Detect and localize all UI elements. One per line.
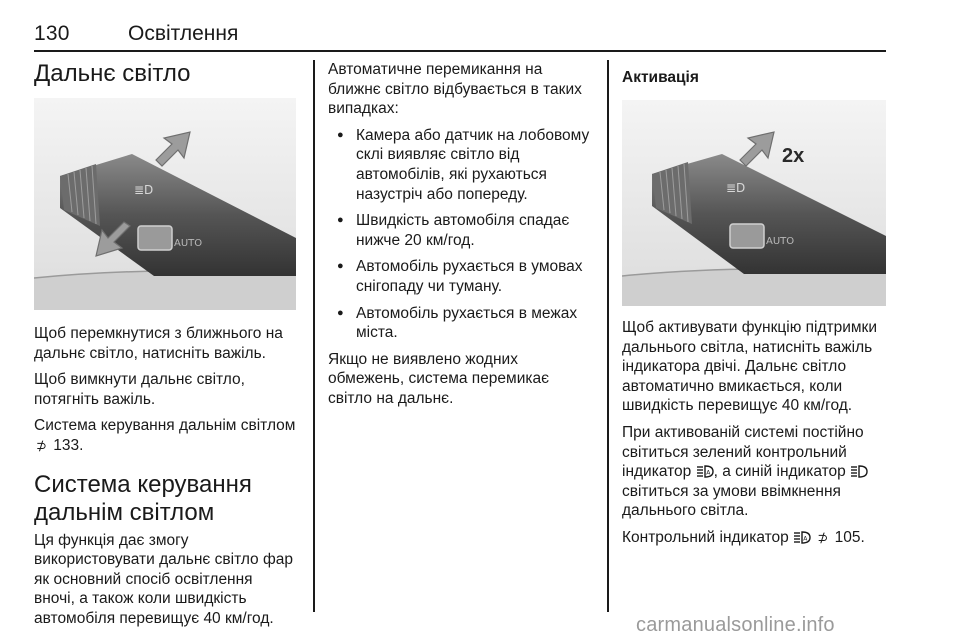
indicator-text-b: , а синій індикатор xyxy=(713,463,846,481)
ref-page[interactable]: 105. xyxy=(834,528,865,546)
condition-list xyxy=(328,126,594,343)
paragraph-activation: Щоб активувати функцію підтримки дальнього світла, натисніть важіль індикатора двічі. Дальнє світло автоматично вмикається, коли швидкість перевищує 40 км/год. xyxy=(622,319,877,415)
lever-illustration-2x xyxy=(622,100,886,306)
paragraph-closing: Якщо не виявлено жодних обмежень, система перемикає світло на дальнє. xyxy=(328,350,550,407)
page-ref-arrow-icon: ⊅ xyxy=(36,437,47,453)
column-1 xyxy=(34,60,296,636)
paragraph-function-description: Ця функція дає змогу використовувати дальнє світло фар як основний спосіб освітлення вночі, а також коли швидкість автомобіля перевищує 40 км/год. xyxy=(34,531,293,627)
indicator-text-c: світиться за умови ввімкнення дальнього світла. xyxy=(622,482,841,520)
paragraph-indicators xyxy=(622,423,890,521)
blue-high-beam-indicator-icon xyxy=(850,465,868,478)
paragraph-switch-off: Щоб вимкнути дальнє світло, потягніть важіль. xyxy=(34,371,245,408)
stalk-figure-activation xyxy=(622,100,886,306)
stalk-figure-high-beam xyxy=(34,98,296,310)
green-auto-beam-indicator-icon xyxy=(696,465,714,478)
press-twice-label: 2x xyxy=(782,145,805,167)
svg-text:A: A xyxy=(803,535,808,543)
svg-text:AUTO: AUTO xyxy=(174,238,203,249)
ref-page[interactable]: 133. xyxy=(53,436,84,454)
paragraph-auto-switch-intro: Автоматичне перемикання на ближнє світло відбувається в таких випадках: xyxy=(328,61,582,118)
chapter-title: Освітлення xyxy=(128,22,239,45)
list-item: ● Автомобіль рухається в межах міста. xyxy=(328,304,594,343)
ref-text: Контрольний індикатор xyxy=(622,528,789,546)
ref-text: Система керування дальнім світлом xyxy=(34,417,296,435)
svg-text:AUTO: AUTO xyxy=(766,236,795,247)
page-header xyxy=(34,22,886,50)
lever-illustration xyxy=(34,98,296,310)
list-item: ● Швидкість автомобіля спадає нижче 20 км/год. xyxy=(328,211,594,250)
high-beam-symbol: ≣D xyxy=(726,181,746,195)
header-rule xyxy=(34,50,886,52)
page-number: 130 xyxy=(34,22,70,45)
heading-line-2: дальнім світлом xyxy=(34,498,215,526)
page-ref-arrow-icon: ⊅ xyxy=(817,529,829,545)
list-item: ● Камера або датчик на лобовому склі виявляє світло від автомобілів, які рухаються назустріч або попереду. xyxy=(328,126,594,204)
high-beam-symbol: ≣D xyxy=(134,183,154,197)
svg-text:A: A xyxy=(705,469,710,477)
section-heading-beam-control xyxy=(34,471,296,527)
list-item: ● Автомобіль рухається в умовах снігопаду чи туману. xyxy=(328,257,594,296)
section-heading-high-beam: Дальнє світло xyxy=(34,60,191,87)
paragraph-switch-on: Щоб перемкнутися з ближнього на дальнє світло, натисніть важіль. xyxy=(34,325,283,362)
paragraph-reference xyxy=(34,416,296,455)
column-2 xyxy=(328,60,594,416)
watermark: carmanualsonline.info xyxy=(636,614,835,636)
column-divider-2 xyxy=(607,60,609,612)
subheading-activation: Активація xyxy=(622,69,699,86)
indicator-text-a: При активованій системі постійно світиться зелений контрольний індикатор xyxy=(622,423,864,481)
paragraph-indicator-reference xyxy=(622,528,890,548)
column-3 xyxy=(622,60,890,555)
auto-beam-indicator-icon xyxy=(793,531,811,544)
heading-line-1: Система керування xyxy=(34,470,252,498)
column-divider-1 xyxy=(313,60,315,612)
